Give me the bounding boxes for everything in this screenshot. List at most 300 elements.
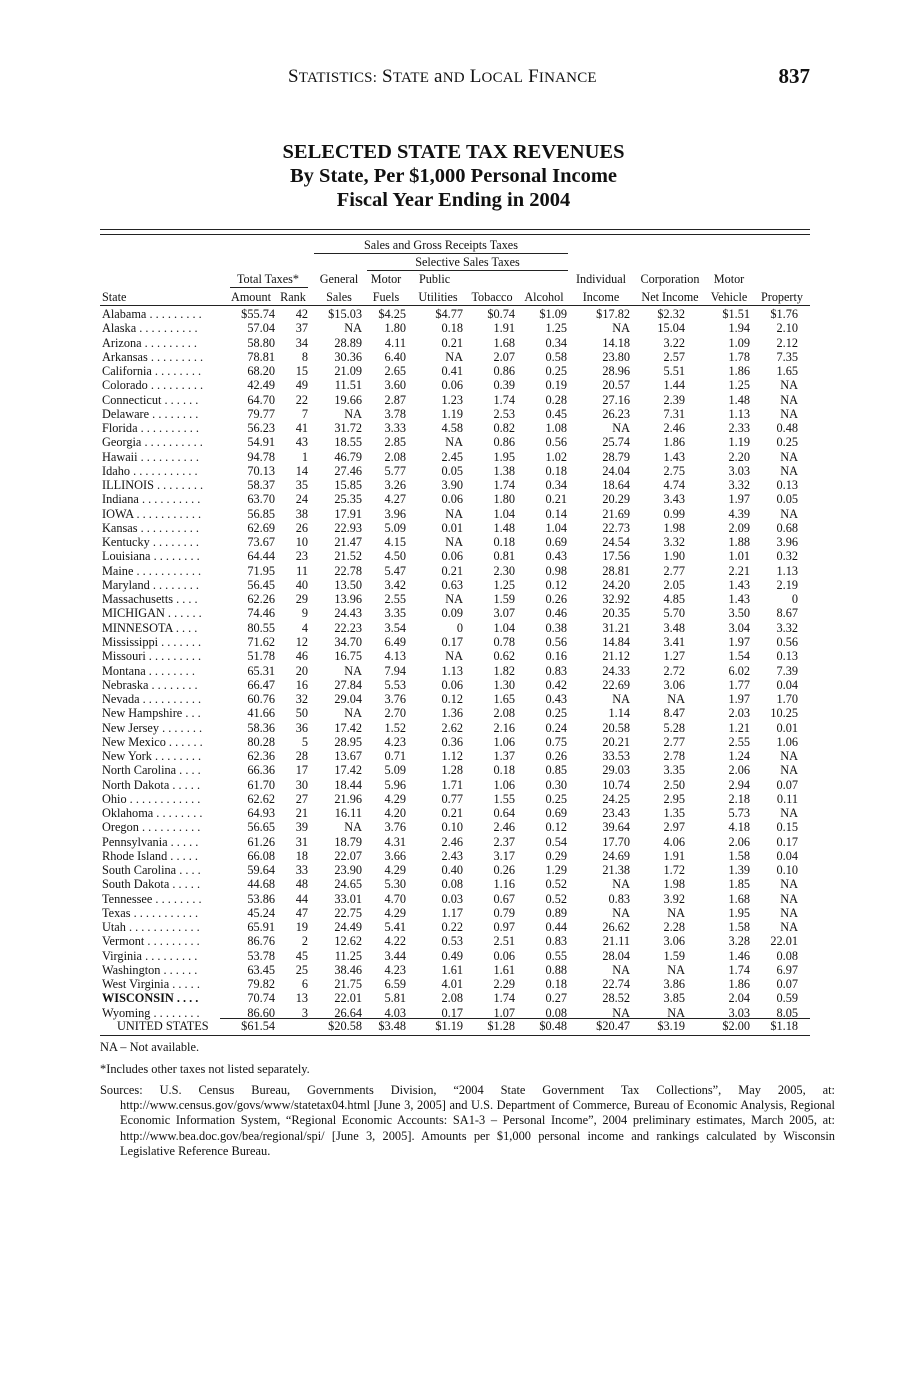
cell-tobacco: 0.81 (493, 549, 515, 564)
cell-alcohol: 0.56 (545, 634, 567, 649)
cell-motor-fuels: 6.49 (384, 634, 406, 649)
table-row (0, 407, 907, 421)
table-row (0, 578, 907, 592)
table-row (0, 535, 907, 549)
cell-state: Colorado . . . . . . . . . (102, 378, 204, 393)
cell-tobacco: 1.95 (493, 449, 515, 464)
cell-corporation-income: 3.48 (663, 620, 685, 635)
cell-tobacco: 2.53 (493, 406, 515, 421)
cell-tobacco: 1.25 (493, 577, 515, 592)
cell-individual-income: 24.04 (602, 463, 630, 478)
cell-individual-income: NA (612, 962, 630, 977)
cell-property: 1.06 (776, 734, 798, 749)
cell-corporation-income: 1.98 (663, 877, 685, 892)
sources-note: Sources: U.S. Census Bureau, Governments Division, “2004 State Government Tax Collections”, May 2005, at: http://www.census.gov/govs/www/statetax04.html [June 3, 2005] and U.S. Department of Commerce, Bureau of Economic Analysis, Regional Economic Information System, “Regional Economic Accounts: SA1-3 – Personal Income”, 2004 preliminary estimates, March 2005, at: http://www.bea.doc.gov/bea/regional/spi/ [June 3, 2005]. Amounts per $1,000 personal income and rankings calculated by Wisconsin Legislative Reference Bureau. (100, 1083, 835, 1158)
cell-rank: 13 (295, 991, 308, 1006)
table-row (0, 507, 907, 521)
cell-tobacco: 3.17 (493, 848, 515, 863)
cell-tobacco: 2.16 (493, 720, 515, 735)
cell-corporation-income: 3.92 (663, 891, 685, 906)
cell-alcohol: 0.54 (545, 834, 567, 849)
cell-state: Kansas . . . . . . . . . . (102, 520, 200, 535)
cell-general-sales: 22.93 (334, 520, 362, 535)
cell-property: 7.35 (776, 349, 798, 364)
cell-public-utilities: 0.05 (441, 463, 463, 478)
cell-property: 0.04 (776, 677, 798, 692)
cell-state: California . . . . . . . . (102, 364, 202, 379)
cell-alcohol: 0.08 (545, 1005, 567, 1020)
cell-property: $1.76 (770, 307, 798, 321)
cell-general-sales: 21.52 (334, 549, 362, 564)
cell-individual-income: 29.03 (602, 763, 630, 778)
cell-public-utilities: 1.61 (441, 962, 463, 977)
cell-rank: 41 (295, 421, 308, 436)
cell-motor-vehicle: 1.86 (728, 364, 750, 379)
cell-motor-vehicle: 1.01 (728, 549, 750, 564)
cell-state: Pennsylvania . . . . . (102, 834, 199, 849)
table-row (0, 606, 907, 620)
cell-corporation-income: NA (667, 692, 685, 707)
cell-amount: 59.64 (247, 863, 275, 878)
cell-corporation-income: 2.05 (663, 577, 685, 592)
cell-corporation-income: 5.70 (663, 606, 685, 621)
cell-motor-vehicle: 3.32 (728, 478, 750, 493)
cell-general-sales: 30.36 (334, 349, 362, 364)
cell-property: 2.12 (776, 335, 798, 350)
table-row (0, 421, 907, 435)
table-row (0, 692, 907, 706)
cell-general-sales: 24.43 (334, 606, 362, 621)
cell-individual-income: 21.69 (602, 506, 630, 521)
cell-rank: 17 (295, 763, 308, 778)
cell-alcohol: 0.83 (545, 663, 567, 678)
cell-tobacco: $0.74 (487, 307, 515, 321)
cell-property: 0.68 (776, 520, 798, 535)
cell-public-utilities: 0.08 (441, 877, 463, 892)
cell-public-utilities: 0.21 (441, 806, 463, 821)
cell-property: 0.11 (776, 791, 798, 806)
cell-amount: 41.66 (247, 706, 275, 721)
cell-general-sales: 28.95 (334, 734, 362, 749)
cell-rank: 15 (295, 364, 308, 379)
cell-state: IOWA . . . . . . . . . . . (102, 506, 202, 521)
table-bottom-rule (100, 1035, 810, 1036)
cell-individual-income: 23.80 (602, 349, 630, 364)
table-title (0, 140, 907, 212)
cell-corporation-income: 3.43 (663, 492, 685, 507)
cell-motor-fuels: $4.25 (378, 307, 406, 321)
cell-public-utilities: 0.10 (441, 820, 463, 835)
title-line-2: By State, Per $1,000 Personal Income (290, 165, 617, 187)
cell-general-sales: 19.66 (334, 392, 362, 407)
table-row (0, 478, 907, 492)
cell-rank: 24 (295, 492, 308, 507)
cell-corporation-income: 2.39 (663, 392, 685, 407)
cell-corporation-income: 3.41 (663, 634, 685, 649)
cell-amount: 79.82 (247, 977, 275, 992)
table-row (0, 393, 907, 407)
cell-property: NA (780, 920, 798, 935)
cell-motor-vehicle: 1.74 (728, 962, 750, 977)
cell-motor-vehicle: 1.39 (728, 863, 750, 878)
note-na: NA – Not available. (100, 1040, 200, 1054)
cell-rank: 6 (301, 977, 308, 992)
cell-state: Arizona . . . . . . . . . (102, 335, 197, 350)
cell-motor-vehicle: 2.09 (728, 520, 750, 535)
cell-alcohol: 0.55 (545, 948, 567, 963)
table-row (0, 835, 907, 849)
cell-amount: 58.80 (247, 335, 275, 350)
cell-tobacco: 1.68 (493, 335, 515, 350)
cell-tobacco: 0.79 (493, 905, 515, 920)
cell-public-utilities: NA (445, 506, 463, 521)
cell-amount: 62.69 (247, 520, 275, 535)
cell-motor-vehicle: 2.33 (728, 421, 750, 436)
cell-public-utilities: 2.08 (441, 991, 463, 1006)
cell-public-utilities: 0.49 (441, 948, 463, 963)
cell-motor-fuels: 2.70 (384, 706, 406, 721)
total-corporation-income: $3.19 (657, 1019, 685, 1033)
cell-alcohol: 0.16 (545, 649, 567, 664)
cell-general-sales: 13.67 (334, 749, 362, 764)
cell-corporation-income: 2.77 (663, 734, 685, 749)
cell-amount: 62.26 (247, 592, 275, 607)
cell-property: 0.17 (776, 834, 798, 849)
cell-alcohol: 0.28 (545, 392, 567, 407)
cell-rank: 40 (295, 577, 308, 592)
cell-individual-income: 21.38 (602, 863, 630, 878)
cell-public-utilities: 2.46 (441, 834, 463, 849)
cell-individual-income: NA (612, 321, 630, 336)
cell-motor-vehicle: 2.06 (728, 834, 750, 849)
cell-individual-income: 26.23 (602, 406, 630, 421)
cell-amount: 51.78 (247, 649, 275, 664)
total-state: UNITED STATES (117, 1019, 209, 1033)
header-corporation-top: Corporation (640, 272, 700, 286)
cell-alcohol: 0.29 (545, 848, 567, 863)
cell-property: 0.01 (776, 720, 798, 735)
header-bottom-rule (100, 305, 810, 306)
cell-individual-income: 17.56 (602, 549, 630, 564)
cell-property: 0.08 (776, 948, 798, 963)
cell-individual-income: 24.69 (602, 848, 630, 863)
cell-state: Georgia . . . . . . . . . . (102, 435, 203, 450)
cell-property: 0.05 (776, 492, 798, 507)
cell-amount: 56.23 (247, 421, 275, 436)
cell-state: WISCONSIN . . . . (102, 991, 199, 1006)
cell-state: Oregon . . . . . . . . . . (102, 820, 201, 835)
cell-tobacco: 1.65 (493, 692, 515, 707)
cell-tobacco: 2.29 (493, 977, 515, 992)
cell-corporation-income: 7.31 (663, 406, 685, 421)
cell-state: North Dakota . . . . . (102, 777, 201, 792)
cell-rank: 16 (295, 677, 308, 692)
header-motor-vehicle: Vehicle (710, 290, 748, 304)
cell-public-utilities: 0.09 (441, 606, 463, 621)
cell-tobacco: 1.80 (493, 492, 515, 507)
cell-public-utilities: 1.28 (441, 763, 463, 778)
cell-tobacco: 0.86 (493, 364, 515, 379)
cell-general-sales: 31.72 (334, 421, 362, 436)
cell-motor-fuels: 5.53 (384, 677, 406, 692)
cell-general-sales: 17.42 (334, 763, 362, 778)
cell-public-utilities: 0.41 (441, 364, 463, 379)
cell-individual-income: 28.81 (602, 563, 630, 578)
cell-alcohol: 0.24 (545, 720, 567, 735)
cell-tobacco: 0.97 (493, 920, 515, 935)
cell-individual-income: 24.33 (602, 663, 630, 678)
cell-property: 0.32 (776, 549, 798, 564)
cell-property: 0.25 (776, 435, 798, 450)
cell-property: NA (780, 392, 798, 407)
cell-motor-fuels: 3.54 (384, 620, 406, 635)
cell-motor-fuels: 1.52 (384, 720, 406, 735)
cell-state: South Dakota . . . . . (102, 877, 201, 892)
cell-individual-income: NA (612, 1005, 630, 1020)
cell-alcohol: 0.46 (545, 606, 567, 621)
cell-motor-vehicle: 1.85 (728, 877, 750, 892)
cell-amount: 64.70 (247, 392, 275, 407)
cell-individual-income: 28.52 (602, 991, 630, 1006)
cell-general-sales: 21.47 (334, 535, 362, 550)
cell-general-sales: 22.78 (334, 563, 362, 578)
cell-state: Massachusetts . . . . (102, 592, 198, 607)
cell-motor-fuels: 3.33 (384, 421, 406, 436)
cell-rank: 36 (295, 720, 308, 735)
cell-general-sales: 46.79 (334, 449, 362, 464)
cell-individual-income: 21.12 (602, 649, 630, 664)
cell-property: 3.32 (776, 620, 798, 635)
table-row (0, 492, 907, 506)
header-amount: Amount (231, 290, 271, 304)
cell-motor-fuels: 3.96 (384, 506, 406, 521)
cell-public-utilities: 0.17 (441, 634, 463, 649)
cell-property: NA (780, 406, 798, 421)
cell-state: South Carolina . . . . (102, 863, 201, 878)
cell-corporation-income: NA (667, 905, 685, 920)
cell-motor-vehicle: 1.54 (728, 649, 750, 664)
table-row (0, 778, 907, 792)
cell-individual-income: 24.25 (602, 791, 630, 806)
cell-general-sales: 13.96 (334, 592, 362, 607)
cell-amount: 68.20 (247, 364, 275, 379)
cell-rank: 32 (295, 692, 308, 707)
table-row (0, 906, 907, 920)
cell-individual-income: 1.14 (608, 706, 630, 721)
cell-corporation-income: 1.59 (663, 948, 685, 963)
cell-motor-fuels: 3.78 (384, 406, 406, 421)
cell-tobacco: 1.04 (493, 506, 515, 521)
cell-individual-income: 33.53 (602, 749, 630, 764)
cell-corporation-income: 1.27 (663, 649, 685, 664)
cell-motor-vehicle: 3.04 (728, 620, 750, 635)
cell-tobacco: 2.08 (493, 706, 515, 721)
cell-alcohol: 0.26 (545, 592, 567, 607)
cell-individual-income: 28.79 (602, 449, 630, 464)
cell-public-utilities: 0.22 (441, 920, 463, 935)
header-sales-group: Sales and Gross Receipts Taxes (364, 238, 518, 252)
cell-amount: 66.08 (247, 848, 275, 863)
cell-public-utilities: $4.77 (435, 307, 463, 321)
cell-motor-fuels: 4.31 (384, 834, 406, 849)
cell-individual-income: 39.64 (602, 820, 630, 835)
table-row (0, 735, 907, 749)
cell-motor-vehicle: 1.48 (728, 392, 750, 407)
cell-corporation-income: 2.97 (663, 820, 685, 835)
cell-rank: 5 (301, 734, 308, 749)
cell-individual-income: 22.69 (602, 677, 630, 692)
cell-motor-fuels: 5.47 (384, 563, 406, 578)
cell-motor-fuels: 4.23 (384, 962, 406, 977)
cell-tobacco: 0.06 (493, 948, 515, 963)
cell-amount: 64.93 (247, 806, 275, 821)
cell-corporation-income: 2.28 (663, 920, 685, 935)
cell-individual-income: 24.54 (602, 535, 630, 550)
cell-tobacco: 1.74 (493, 478, 515, 493)
cell-tobacco: 1.16 (493, 877, 515, 892)
cell-corporation-income: 2.75 (663, 463, 685, 478)
cell-motor-fuels: 2.85 (384, 435, 406, 450)
cell-amount: 61.26 (247, 834, 275, 849)
cell-tobacco: 0.82 (493, 421, 515, 436)
cell-amount: 45.24 (247, 905, 275, 920)
cell-amount: 42.49 (247, 378, 275, 393)
cell-property: 22.01 (770, 934, 798, 949)
cell-rank: 30 (295, 777, 308, 792)
cell-property: 8.67 (776, 606, 798, 621)
cell-motor-fuels: 3.66 (384, 848, 406, 863)
cell-public-utilities: 1.36 (441, 706, 463, 721)
cell-motor-vehicle: 2.03 (728, 706, 750, 721)
cell-rank: 43 (295, 435, 308, 450)
cell-state: Washington . . . . . . (102, 962, 198, 977)
table-row (0, 892, 907, 906)
cell-motor-fuels: 3.42 (384, 577, 406, 592)
cell-corporation-income: 5.28 (663, 720, 685, 735)
cell-rank: 9 (301, 606, 308, 621)
cell-rank: 20 (295, 663, 308, 678)
table-row (0, 549, 907, 563)
cell-tobacco: 2.30 (493, 563, 515, 578)
cell-motor-vehicle: 1.43 (728, 577, 750, 592)
cell-rank: 35 (295, 478, 308, 493)
cell-public-utilities: 0 (456, 620, 463, 635)
cell-alcohol: 0.75 (545, 734, 567, 749)
cell-alcohol: 0.69 (545, 806, 567, 821)
cell-property: 0.48 (776, 421, 798, 436)
cell-motor-vehicle: 4.18 (728, 820, 750, 835)
cell-rank: 47 (295, 905, 308, 920)
cell-public-utilities: NA (445, 435, 463, 450)
cell-motor-vehicle: 1.25 (728, 378, 750, 393)
cell-public-utilities: 0.06 (441, 492, 463, 507)
cell-motor-vehicle: 1.43 (728, 592, 750, 607)
cell-individual-income: 20.29 (602, 492, 630, 507)
cell-motor-fuels: 2.87 (384, 392, 406, 407)
cell-motor-vehicle: 1.97 (728, 692, 750, 707)
cell-public-utilities: 1.12 (441, 749, 463, 764)
cell-motor-vehicle: 1.97 (728, 492, 750, 507)
cell-motor-vehicle: 1.94 (728, 321, 750, 336)
cell-state: Vermont . . . . . . . . . (102, 934, 200, 949)
cell-individual-income: 20.21 (602, 734, 630, 749)
cell-public-utilities: 1.71 (441, 777, 463, 792)
table-row (0, 806, 907, 820)
cell-state: New Jersey . . . . . . . (102, 720, 203, 735)
cell-rank: 3 (301, 1005, 308, 1020)
table-row (0, 592, 907, 606)
cell-rank: 18 (295, 848, 308, 863)
header-motor-top: Motor (370, 272, 402, 286)
cell-individual-income: NA (612, 421, 630, 436)
header-tobacco: Tobacco (471, 290, 513, 304)
table-row (0, 863, 907, 877)
cell-public-utilities: 3.90 (441, 478, 463, 493)
cell-public-utilities: 0.06 (441, 677, 463, 692)
cell-motor-fuels: 4.20 (384, 806, 406, 821)
cell-general-sales: 24.65 (334, 877, 362, 892)
cell-property: 10.25 (770, 706, 798, 721)
cell-property: 0.04 (776, 848, 798, 863)
cell-tobacco: 1.91 (493, 321, 515, 336)
cell-general-sales: 29.04 (334, 692, 362, 707)
cell-rank: 22 (295, 392, 308, 407)
cell-individual-income: 31.21 (602, 620, 630, 635)
cell-general-sales: $15.03 (328, 307, 362, 321)
cell-amount: 65.91 (247, 920, 275, 935)
cell-tobacco: 2.46 (493, 820, 515, 835)
cell-alcohol: 0.69 (545, 535, 567, 550)
cell-public-utilities: 0.06 (441, 378, 463, 393)
cell-motor-fuels: 5.09 (384, 520, 406, 535)
table-row (0, 991, 907, 1005)
cell-corporation-income: 5.51 (663, 364, 685, 379)
cell-tobacco: 2.07 (493, 349, 515, 364)
cell-motor-vehicle: 2.94 (728, 777, 750, 792)
cell-motor-fuels: 5.77 (384, 463, 406, 478)
cell-public-utilities: 0.53 (441, 934, 463, 949)
cell-corporation-income: NA (667, 962, 685, 977)
cell-motor-fuels: 6.40 (384, 349, 406, 364)
cell-state: Wyoming . . . . . . . . (102, 1005, 200, 1020)
cell-amount: 70.13 (247, 463, 275, 478)
cell-corporation-income: 3.22 (663, 335, 685, 350)
cell-motor-vehicle: 2.04 (728, 991, 750, 1006)
total-motor-fuels: $3.48 (378, 1019, 406, 1033)
table-row (0, 521, 907, 535)
cell-state: Kentucky . . . . . . . . (102, 535, 199, 550)
cell-motor-fuels: 4.23 (384, 734, 406, 749)
cell-alcohol: 0.25 (545, 364, 567, 379)
cell-individual-income: 20.58 (602, 720, 630, 735)
cell-alcohol: $1.09 (539, 307, 567, 321)
title-line-1: SELECTED STATE TAX REVENUES (282, 141, 625, 163)
cell-general-sales: 12.62 (334, 934, 362, 949)
cell-amount: 57.04 (247, 321, 275, 336)
table-row (0, 963, 907, 977)
cell-rank: 10 (295, 535, 308, 550)
cell-tobacco: 3.07 (493, 606, 515, 621)
cell-amount: 79.77 (247, 406, 275, 421)
table-row (0, 849, 907, 863)
cell-motor-fuels: 3.76 (384, 692, 406, 707)
cell-motor-vehicle: 4.39 (728, 506, 750, 521)
cell-motor-vehicle: 1.46 (728, 948, 750, 963)
cell-tobacco: 2.51 (493, 934, 515, 949)
cell-tobacco: 1.82 (493, 663, 515, 678)
cell-general-sales: NA (344, 321, 362, 336)
cell-tobacco: 1.06 (493, 734, 515, 749)
